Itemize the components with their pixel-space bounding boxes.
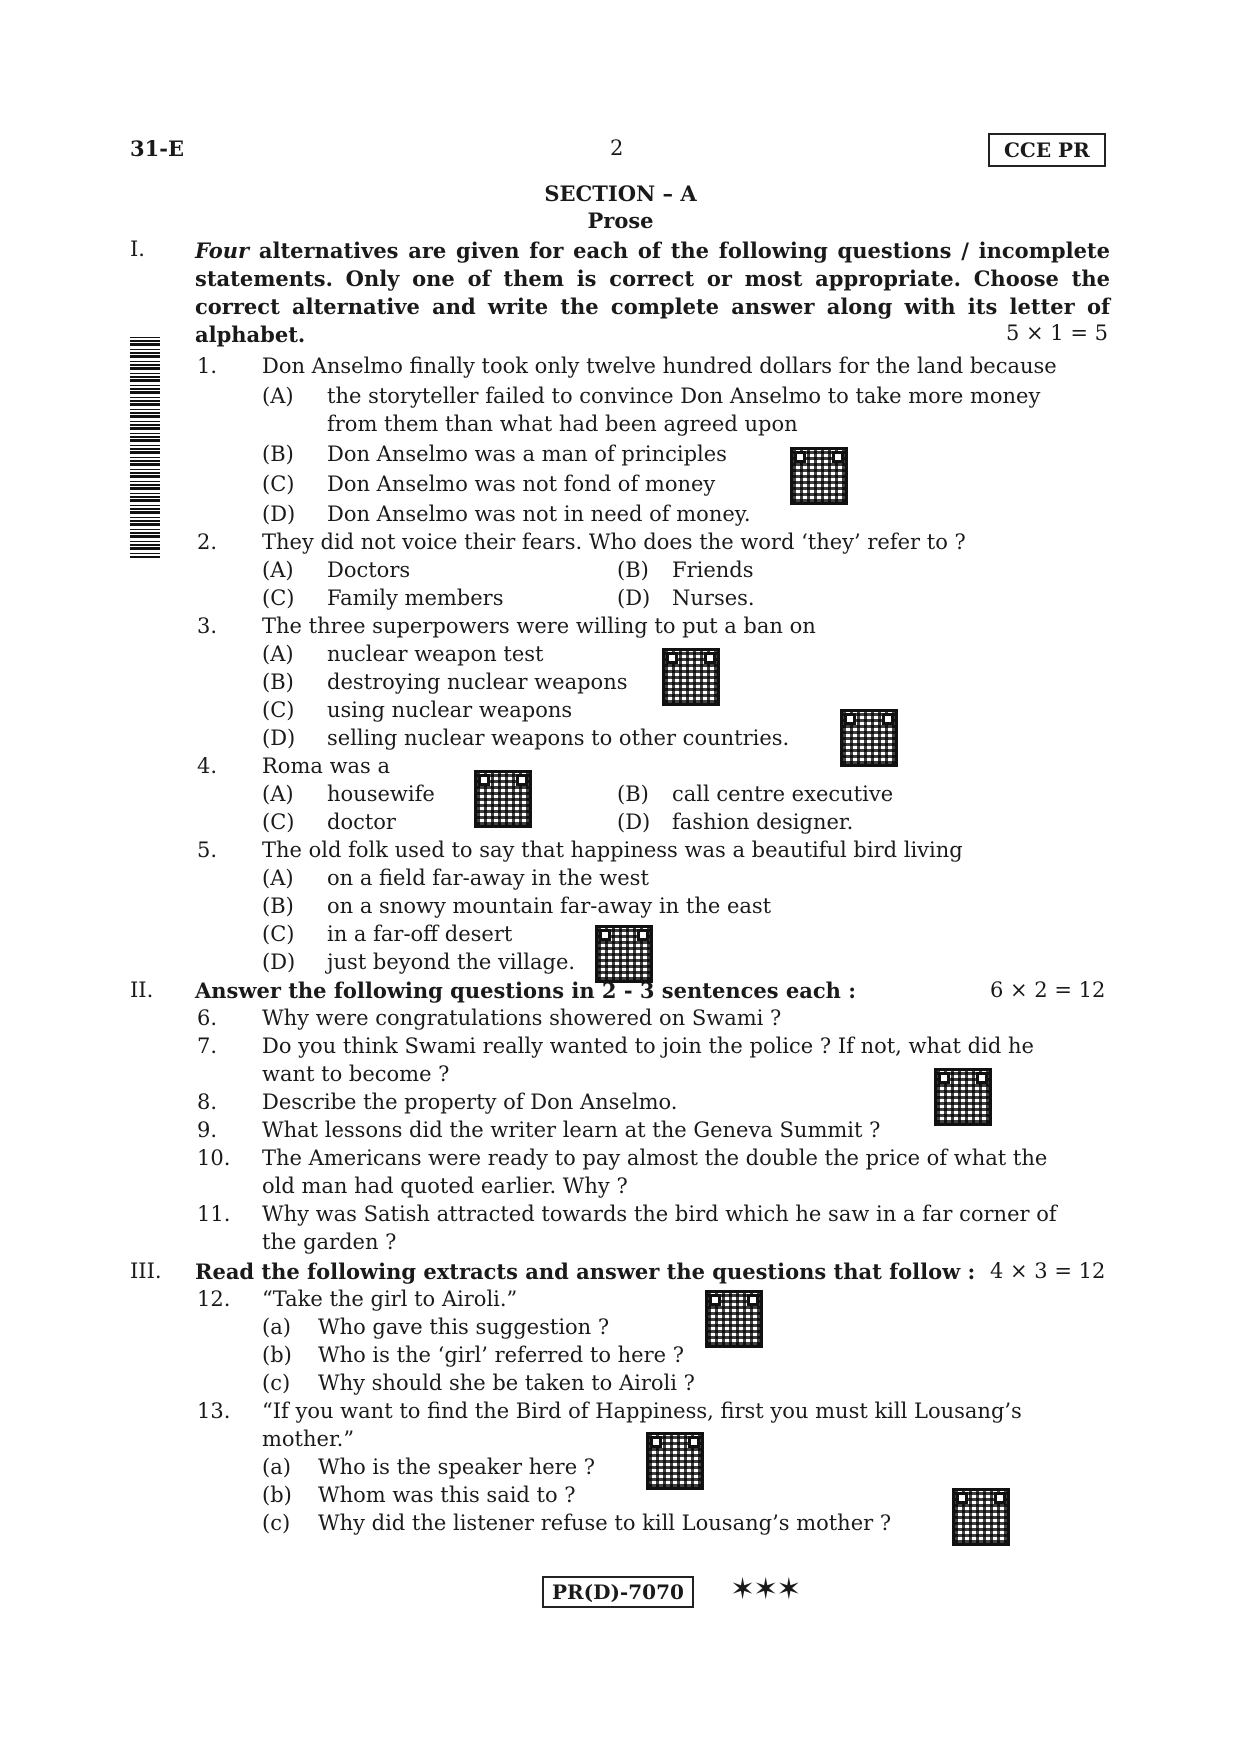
question-text: Do you think Swami really wanted to join the police ? If not, what did he [262,1034,1034,1058]
question-text: Why were congratulations showered on Swami ? [262,1006,782,1030]
question-number: 7. [197,1034,218,1058]
option-letter: (B) [262,894,294,918]
option-text: Friends [672,558,754,582]
question-number: 8. [197,1090,218,1114]
question-text: Roma was a [262,754,391,778]
barcode [130,336,160,558]
option-letter: (C) [262,698,295,722]
qr-code [934,1068,992,1126]
sub-question-letter: (b) [262,1343,292,1367]
option-letter: (C) [262,586,295,610]
qr-code [952,1488,1010,1546]
option-text: doctor [327,810,396,834]
extract-text: “Take the girl to Airoli.” [262,1287,518,1311]
part-2-instruction: Answer the following questions in 2 - 3 sentences each : [195,978,856,1003]
question-number: 5. [197,838,218,862]
question-number: 12. [197,1287,231,1311]
option-letter: (D) [617,586,651,610]
sub-question-text: Who gave this suggestion ? [318,1315,610,1339]
section-title: SECTION – A [544,181,697,206]
question-number: 9. [197,1118,218,1142]
part-2-numeral: II. [130,978,154,1002]
option-text: call centre executive [672,782,894,806]
question-text-continued: old man had quoted earlier. Why ? [262,1174,628,1198]
question-text: Don Anselmo finally took only twelve hundred dollars for the land because [262,354,1057,378]
option-text: on a snowy mountain far-away in the east [327,894,772,918]
qr-code [646,1432,704,1490]
instruction-text: alternatives are given for each of the following questions / incomplete statements. Only one of them is correct or most appropriate. Choose the correct alternative and write the complete answer along with its letter of alphabet. [195,238,1110,347]
option-letter: (C) [262,922,295,946]
question-text: They did not voice their fears. Who does the word ‘they’ refer to ? [262,530,966,554]
part-2-marks: 6 × 2 = 12 [990,978,1106,1002]
question-text-continued: want to become ? [262,1062,450,1086]
option-letter: (B) [262,442,294,466]
option-letter: (A) [262,642,294,666]
qr-code [705,1290,763,1348]
part-1-numeral: I. [130,237,145,261]
option-text: using nuclear weapons [327,698,573,722]
question-text: What lessons did the writer learn at the Geneva Summit ? [262,1118,881,1142]
star-marks: ✶✶✶ [730,1572,800,1607]
option-letter: (B) [617,782,649,806]
option-text: Family members [327,586,504,610]
option-text: Don Anselmo was a man of principles [327,442,727,466]
option-letter: (B) [617,558,649,582]
qr-code [595,925,653,983]
sub-question-text: Why did the listener refuse to kill Lousang’s mother ? [318,1511,892,1535]
option-text: Doctors [327,558,411,582]
sub-question-letter: (a) [262,1315,291,1339]
question-text: Describe the property of Don Anselmo. [262,1090,678,1114]
qr-code [840,709,898,767]
option-letter: (C) [262,472,295,496]
part-3-instruction: Read the following extracts and answer the questions that follow : [195,1259,976,1284]
footer-code: PR(D)-7070 [542,1576,694,1608]
sub-question-letter: (c) [262,1511,291,1535]
sub-question-text: Whom was this said to ? [318,1483,576,1507]
question-text: Why was Satish attracted towards the bird which he saw in a far corner of [262,1202,1057,1226]
option-text: Don Anselmo was not in need of money. [327,502,751,526]
part-1-marks: 5 × 1 = 5 [1006,321,1108,345]
sub-question-text: Why should she be taken to Airoli ? [318,1371,695,1395]
option-text: just beyond the village. [327,950,576,974]
question-number: 4. [197,754,218,778]
question-text-continued: the garden ? [262,1230,397,1254]
question-number: 1. [197,354,218,378]
question-text: The old folk used to say that happiness was a beautiful bird living [262,838,963,862]
question-text: The three superpowers were willing to put a ban on [262,614,816,638]
part-3-numeral: III. [130,1259,162,1283]
option-text: housewife [327,782,435,806]
section-subtitle: Prose [587,208,654,233]
option-letter: (A) [262,782,294,806]
sub-question-letter: (a) [262,1455,291,1479]
option-text: destroying nuclear weapons [327,670,628,694]
question-number: 2. [197,530,218,554]
option-text: on a field far-away in the west [327,866,649,890]
qr-code [790,447,848,505]
option-text: fashion designer. [672,810,854,834]
part-3-marks: 4 × 3 = 12 [990,1259,1106,1283]
option-text: selling nuclear weapons to other countries. [327,726,790,750]
option-letter: (D) [262,726,296,750]
question-number: 10. [197,1146,231,1170]
extract-text-continued: mother.” [262,1427,355,1451]
extract-text: “If you want to find the Bird of Happiness, first you must kill Lousang’s [262,1399,1022,1423]
option-letter: (A) [262,384,294,408]
part-1-instruction [195,237,1110,349]
sub-question-letter: (b) [262,1483,292,1507]
option-letter: (A) [262,866,294,890]
option-text-continued: from them than what had been agreed upon [327,412,798,436]
question-number: 11. [197,1202,231,1226]
option-letter: (D) [617,810,651,834]
option-text: nuclear weapon test [327,642,544,666]
instruction-emphasis: Four [195,238,250,263]
sub-question-text: Who is the speaker here ? [318,1455,596,1479]
page-number: 2 [610,136,624,160]
option-text: the storyteller failed to convince Don Anselmo to take more money [327,384,1041,408]
option-text: in a far-off desert [327,922,513,946]
sub-question-text: Who is the ‘girl’ referred to here ? [318,1343,685,1367]
qr-code [474,770,532,828]
question-number: 13. [197,1399,231,1423]
question-number: 6. [197,1006,218,1030]
option-text: Nurses. [672,586,755,610]
option-letter: (A) [262,558,294,582]
option-letter: (B) [262,670,294,694]
qr-code [662,648,720,706]
option-letter: (C) [262,810,295,834]
question-number: 3. [197,614,218,638]
option-letter: (D) [262,950,296,974]
cce-pr-badge: CCE PR [988,133,1106,167]
sub-question-letter: (c) [262,1371,291,1395]
paper-code: 31-E [130,136,184,161]
option-letter: (D) [262,502,296,526]
option-text: Don Anselmo was not fond of money [327,472,716,496]
question-text: The Americans were ready to pay almost the double the price of what the [262,1146,1048,1170]
